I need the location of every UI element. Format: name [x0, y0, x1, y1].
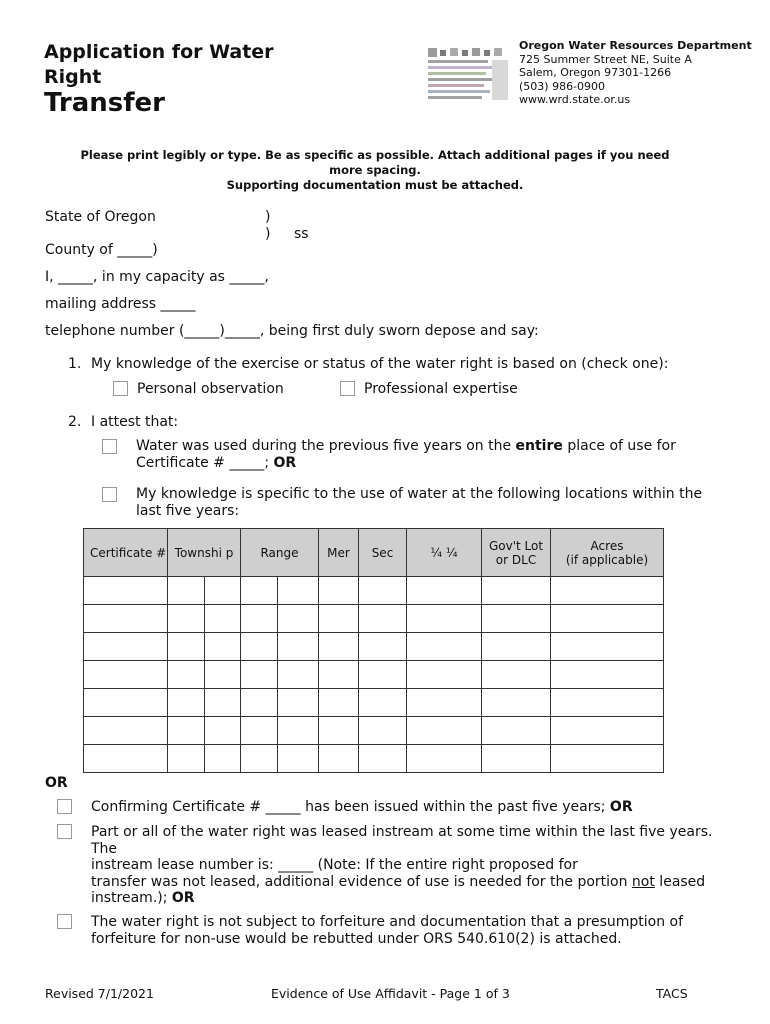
- table-cell[interactable]: [278, 717, 319, 745]
- table-cell[interactable]: [482, 745, 551, 773]
- table-cell[interactable]: [359, 577, 407, 605]
- text-run: Water was used during the previous five years on the: [136, 438, 516, 454]
- or-bold: OR: [171, 890, 195, 906]
- header-quarter-quarter: ¼ ¼: [407, 529, 482, 577]
- table-cell[interactable]: [84, 577, 168, 605]
- item-number: 2.: [68, 414, 82, 430]
- table-cell[interactable]: [319, 633, 359, 661]
- item-number: 1.: [68, 356, 82, 372]
- table-cell[interactable]: [407, 633, 482, 661]
- revised-date: Revised 7/1/2021: [45, 986, 154, 1001]
- text-line: The: [91, 840, 118, 857]
- table-cell[interactable]: [319, 577, 359, 605]
- table-cell[interactable]: [168, 633, 205, 661]
- table-cell[interactable]: [278, 661, 319, 689]
- table-cell[interactable]: [84, 689, 168, 717]
- table-cell[interactable]: [205, 605, 241, 633]
- table-cell[interactable]: [278, 689, 319, 717]
- text-run: Confirming Certificate # _____ has been issued within the past five years;: [91, 799, 610, 815]
- county-line: County of _____): [45, 242, 158, 258]
- table-cell[interactable]: [241, 717, 278, 745]
- state-label: State of Oregon: [45, 209, 156, 225]
- header-acres-line: Acres: [590, 538, 624, 553]
- text-run: place of use for: [562, 438, 676, 454]
- table-cell[interactable]: [84, 661, 168, 689]
- instructions: [40, 148, 710, 193]
- page-title: Application for Water Right: [44, 41, 274, 88]
- table-header-row: [84, 529, 664, 577]
- table-row: [84, 689, 664, 717]
- table-row: [84, 633, 664, 661]
- ss-label: ss: [294, 226, 309, 242]
- table-cell[interactable]: [407, 689, 482, 717]
- forfeiture-text: [91, 914, 731, 947]
- text-run: My knowledge is specific to the use of water at the following locations within the: [136, 486, 703, 502]
- text-run: transfer was not leased, additional evidence of use is needed for the portion: [91, 873, 632, 890]
- page-title-transfer: Transfer: [44, 88, 165, 118]
- table-cell[interactable]: [319, 661, 359, 689]
- text-line: forfeiture for non-use would be rebutted under ORS 540.610(2) is attached.: [91, 930, 622, 947]
- confirming-certificate-text: [91, 799, 731, 816]
- header-sec: Sec: [359, 529, 407, 577]
- header-mer: Mer: [319, 529, 359, 577]
- text-run: last five years:: [136, 502, 240, 519]
- agency-address-block: [519, 39, 752, 107]
- table-cell[interactable]: [319, 745, 359, 773]
- table-cell[interactable]: [168, 605, 205, 633]
- header-range: Range: [241, 529, 319, 577]
- or-bold: OR: [609, 799, 633, 815]
- table-cell[interactable]: [551, 633, 664, 661]
- header-certificate: Certificate #: [84, 529, 168, 577]
- agency-phone: (503) 986-0900: [519, 79, 606, 93]
- text-bold: entire: [515, 438, 563, 454]
- text-line: Part or all of the water right was leased instream at some time within the last five years.: [91, 824, 713, 840]
- table-cell[interactable]: [168, 577, 205, 605]
- table-cell[interactable]: [482, 577, 551, 605]
- paren: ): [265, 226, 271, 242]
- professional-expertise-checkbox[interactable]: [340, 381, 355, 396]
- table-cell[interactable]: [241, 577, 278, 605]
- table-cell[interactable]: [359, 745, 407, 773]
- table-cell[interactable]: [407, 605, 482, 633]
- locations-table: [83, 528, 664, 773]
- table-cell[interactable]: [359, 605, 407, 633]
- professional-expertise-label: Professional expertise: [364, 381, 518, 397]
- table-cell[interactable]: [84, 605, 168, 633]
- instream-lease-text: [91, 824, 731, 907]
- table-cell[interactable]: [482, 633, 551, 661]
- table-cell[interactable]: [84, 717, 168, 745]
- footer-code: TACS: [656, 986, 688, 1001]
- address-line: Salem, Oregon 97301-1266: [519, 66, 672, 79]
- table-cell[interactable]: [319, 605, 359, 633]
- table-cell[interactable]: [359, 689, 407, 717]
- table-cell[interactable]: [407, 661, 482, 689]
- agency-name: Oregon Water Resources Department: [519, 39, 752, 52]
- table-cell[interactable]: [241, 605, 278, 633]
- table-cell[interactable]: [482, 605, 551, 633]
- table-cell[interactable]: [205, 577, 241, 605]
- table-cell[interactable]: [551, 605, 664, 633]
- confirming-certificate-checkbox[interactable]: [57, 799, 72, 814]
- table-cell[interactable]: [205, 717, 241, 745]
- text-run: leased: [654, 873, 706, 890]
- header-township: Townshi p: [168, 529, 241, 577]
- agency-seal-logo: [426, 44, 512, 106]
- page-number: Evidence of Use Affidavit - Page 1 of 3: [271, 986, 510, 1001]
- table-cell[interactable]: [359, 717, 407, 745]
- table-cell[interactable]: [168, 745, 205, 773]
- table-cell[interactable]: [551, 661, 664, 689]
- table-cell[interactable]: [168, 689, 205, 717]
- agency-website: www.wrd.state.or.us: [519, 93, 631, 106]
- table-cell[interactable]: [482, 661, 551, 689]
- mailing-address-line: mailing address _____: [45, 296, 196, 312]
- table-body: [84, 577, 664, 773]
- table-cell[interactable]: [407, 745, 482, 773]
- instream-lease-checkbox[interactable]: [57, 824, 72, 839]
- table-cell[interactable]: [278, 745, 319, 773]
- table-cell[interactable]: [319, 689, 359, 717]
- table-cell[interactable]: [551, 717, 664, 745]
- table-cell[interactable]: [241, 689, 278, 717]
- or-bold: OR: [273, 454, 297, 471]
- table-cell[interactable]: [407, 577, 482, 605]
- table-row: [84, 745, 664, 773]
- telephone-line: telephone number (_____)_____, being first duly sworn depose and say:: [45, 323, 539, 339]
- table-cell[interactable]: [278, 577, 319, 605]
- capacity-line: I, _____, in my capacity as _____,: [45, 269, 269, 285]
- table-cell[interactable]: [241, 661, 278, 689]
- specific-locations-checkbox[interactable]: [102, 487, 117, 502]
- table-cell[interactable]: [84, 745, 168, 773]
- table-row: [84, 661, 664, 689]
- forfeiture-checkbox[interactable]: [57, 914, 72, 929]
- text-line: [91, 874, 731, 891]
- text-line: The water right is not subject to forfeiture and documentation that a presumption of: [91, 914, 684, 930]
- text-line: [91, 890, 731, 907]
- header-govt-lot: Gov't Lot or DLC: [482, 529, 551, 577]
- table-cell[interactable]: [278, 605, 319, 633]
- table-cell[interactable]: [278, 633, 319, 661]
- address-line: 725 Summer Street NE, Suite A: [519, 52, 692, 66]
- table-cell[interactable]: [241, 745, 278, 773]
- paren: ): [265, 209, 271, 225]
- personal-observation-label: Personal observation: [137, 381, 284, 397]
- table-row: [84, 605, 664, 633]
- text-run: instream.);: [91, 890, 172, 906]
- table-cell[interactable]: [168, 661, 205, 689]
- specific-locations-text: [136, 486, 736, 519]
- table-cell[interactable]: [482, 689, 551, 717]
- instructions-line: Supporting documentation must be attached.: [226, 178, 524, 192]
- table-cell[interactable]: [551, 745, 664, 773]
- table-row: [84, 577, 664, 605]
- table-cell[interactable]: [482, 717, 551, 745]
- table-cell[interactable]: [241, 633, 278, 661]
- table-cell[interactable]: [168, 717, 205, 745]
- header-acres: [551, 529, 664, 577]
- or-label: OR: [45, 775, 68, 791]
- item1-text: My knowledge of the exercise or status of the water right is based on (check one):: [91, 356, 669, 372]
- table-cell[interactable]: [359, 661, 407, 689]
- table-cell[interactable]: [319, 717, 359, 745]
- table-cell[interactable]: [551, 577, 664, 605]
- table-cell[interactable]: [205, 745, 241, 773]
- entire-place-text: [136, 438, 696, 471]
- table-cell[interactable]: [551, 689, 664, 717]
- entire-place-checkbox[interactable]: [102, 439, 117, 454]
- text-underlined: not: [631, 873, 655, 890]
- table-cell[interactable]: [205, 661, 241, 689]
- table-cell[interactable]: [205, 689, 241, 717]
- table-cell[interactable]: [407, 717, 482, 745]
- item2-text: I attest that:: [91, 414, 179, 430]
- header-acres-line: (if applicable): [565, 552, 649, 567]
- text-line: instream lease number is: _____ (Note: If the entire right proposed for: [91, 857, 578, 873]
- table-cell[interactable]: [84, 633, 168, 661]
- table-cell[interactable]: [359, 633, 407, 661]
- table-cell[interactable]: [205, 633, 241, 661]
- instructions-line: Please print legibly or type. Be as specific as possible. Attach additional pages if you need more spacing.: [80, 148, 670, 177]
- table-row: [84, 717, 664, 745]
- personal-observation-checkbox[interactable]: [113, 381, 128, 396]
- text-run: Certificate # _____;: [136, 454, 274, 471]
